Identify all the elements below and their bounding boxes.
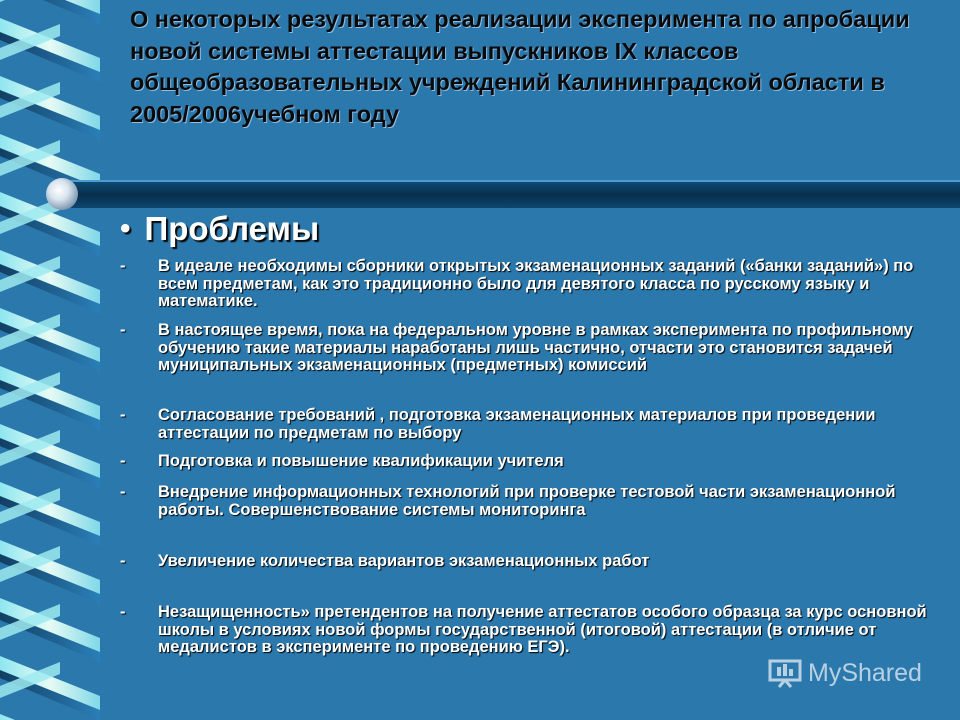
list-item	[120, 604, 930, 657]
list-dash: -	[120, 483, 126, 501]
list-item	[120, 553, 930, 571]
list-item-text: В настоящее время, пока на федеральном уровне в рамках эксперимента по профильному обучению такие материалы наработаны лишь частично, отчасти это становится задачей муниципальных экзаменационных (предметных) комиссий	[158, 321, 913, 374]
bullet-icon: •	[120, 212, 131, 245]
watermark-text: MyShared	[808, 658, 922, 687]
list-item-text: Внедрение информационных технологий при проверке тестовой части экзаменационной работы. Совершенствование системы мониторинга	[158, 483, 896, 519]
list-item-text: Увеличение количества вариантов экзаменационных работ	[158, 552, 650, 570]
slide-title: О некоторых результатах реализации эксперимента по апробации новой системы аттестации выпускников IX классов общеобразовательных учреждений Калининградской области в 2005/2006учебном году	[130, 6, 910, 127]
watermark	[768, 658, 922, 688]
list-dash: -	[120, 321, 126, 339]
list-item	[120, 453, 930, 471]
section-heading-text: Проблемы	[144, 210, 320, 247]
list-item	[120, 484, 930, 519]
presentation-icon	[768, 658, 802, 688]
header-divider-bar	[66, 180, 960, 208]
section-heading	[120, 210, 319, 248]
list-dash: -	[120, 552, 126, 570]
list-dash: -	[120, 603, 126, 621]
divider-knob	[46, 178, 78, 210]
list-item	[120, 322, 930, 375]
list-item-text: Согласование требований , подготовка экзаменационных материалов при проведении аттестации по предметам по выбору	[158, 406, 876, 442]
list-dash: -	[120, 257, 126, 275]
decorative-ribbon	[0, 0, 100, 720]
list-item-text: В идеале необходимы сборники открытых экзаменационных заданий («банки заданий») по всем предметам, как это традиционно было для девятого класса по русскому языку и математике.	[158, 257, 914, 310]
list-item-text: Подготовка и повышение квалификации учителя	[158, 452, 564, 470]
list-item	[120, 258, 930, 311]
list-item	[120, 407, 930, 442]
list-dash: -	[120, 452, 126, 470]
list-dash: -	[120, 406, 126, 424]
list-item-text: Незащищенность» претендентов на получение аттестатов особого образца за курс основной школы в условиях новой формы государственной (итоговой) аттестации (в отличие от медалистов в эксперименте по проведению ЕГЭ).	[158, 603, 927, 656]
